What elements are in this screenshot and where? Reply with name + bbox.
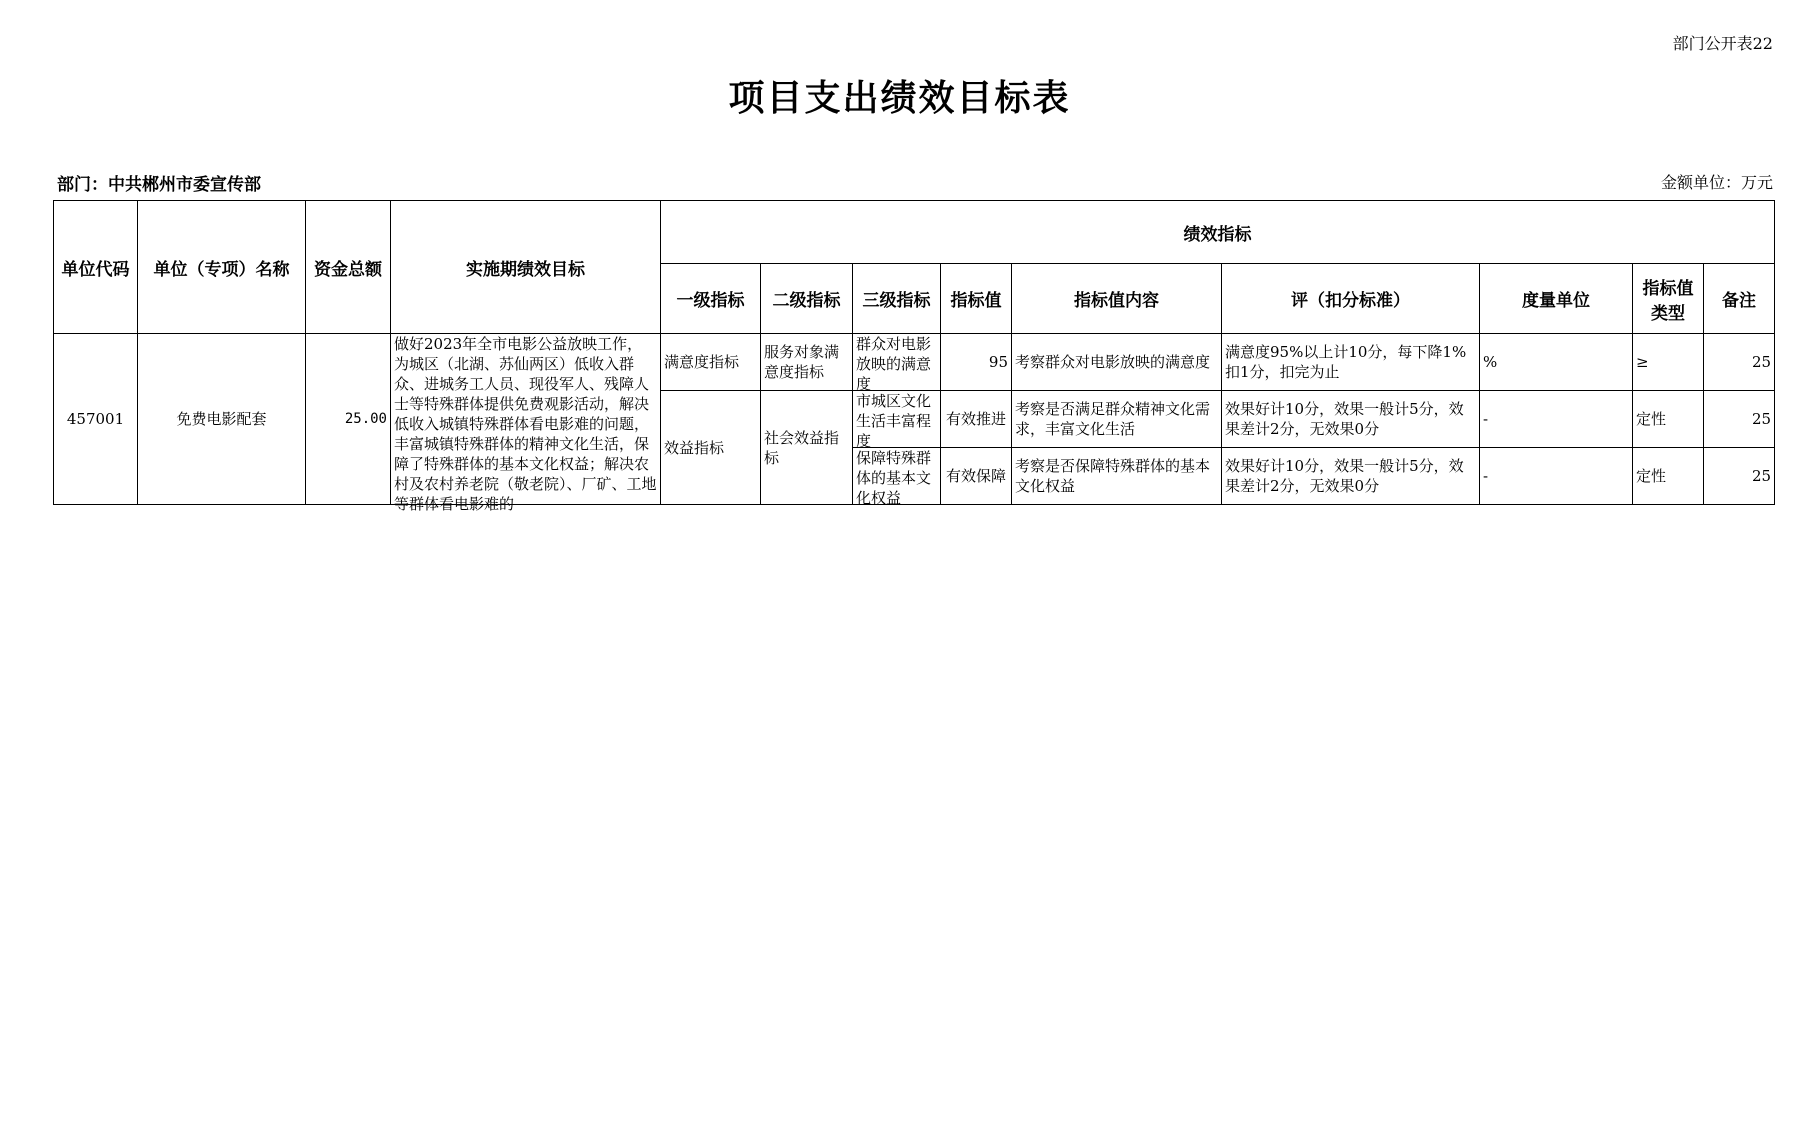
content-cell: 考察群众对电影放映的满意度: [1012, 334, 1222, 391]
form-number: 部门公开表22: [1672, 34, 1773, 53]
header-level1: 一级指标: [661, 264, 761, 334]
header-unit-name: 单位（专项）名称: [138, 201, 306, 334]
department-label: 部门：中共郴州市委宣传部: [57, 175, 261, 195]
content-cell: 考察是否保障特殊群体的基本文化权益: [1012, 448, 1222, 505]
performance-table: [53, 200, 1775, 513]
level3-cell: [853, 448, 941, 505]
header-measure-unit: 度量单位: [1480, 264, 1633, 334]
value-type-cell: ≥: [1633, 334, 1704, 391]
value-cell: 有效保障: [941, 448, 1012, 505]
content-cell: 考察是否满足群众精神文化需求，丰富文化生活: [1012, 391, 1222, 448]
value-cell: 有效推进: [941, 391, 1012, 448]
measure-unit-cell: -: [1480, 391, 1633, 448]
level2-cell: 社会效益指标: [761, 391, 853, 505]
header-level3: 三级指标: [853, 264, 941, 334]
level3-text: 群众对电影放映的满意度: [856, 335, 932, 393]
value-cell: 95: [941, 334, 1012, 391]
page-title: 项目支出绩效目标表: [728, 78, 1071, 119]
header-indicators: 绩效指标: [661, 201, 1775, 264]
header-criteria: 评（扣分标准）: [1222, 264, 1480, 334]
unit-name-cell: 免费电影配套: [138, 334, 306, 505]
measure-unit-cell: -: [1480, 448, 1633, 505]
goal-cell: [391, 334, 661, 513]
header-value-type: 指标值类型: [1633, 264, 1704, 334]
level3-text: 市城区文化生活丰富程度: [856, 392, 932, 450]
level3-cell: [853, 334, 941, 391]
level2-cell: [761, 334, 853, 391]
level2-text: 服务对象满意度指标: [764, 343, 840, 381]
level3-cell: [853, 391, 941, 448]
header-level2: 二级指标: [761, 264, 853, 334]
remark-cell: 25: [1704, 448, 1775, 505]
level1-cell: 效益指标: [661, 391, 761, 505]
value-type-cell: 定性: [1633, 391, 1704, 448]
header-value: 指标值: [941, 264, 1012, 334]
header-content: 指标值内容: [1012, 264, 1222, 334]
total-funds-cell: 25.00: [306, 334, 391, 505]
criteria-cell: 效果好计10分，效果一般计5分，效果差计2分，无效果0分: [1222, 391, 1480, 448]
level3-text: 保障特殊群体的基本文化权益: [856, 449, 932, 507]
value-type-cell: 定性: [1633, 448, 1704, 505]
header-remark: 备注: [1704, 264, 1775, 334]
unit-code-cell: 457001: [54, 334, 138, 505]
goal-text: 做好2023年全市电影公益放映工作，为城区（北湖、苏仙两区）低收入群众、进城务工人员、现役军人、残障人士等特殊群体提供免费观影活动，解决低收入城镇特殊群体看电影难的问题，丰富城镇特殊群体的精神文化生活，保障了特殊群体的基本文化权益；解决农村及农村养老院（敬老院）、厂矿、工地等群体看电影难的: [394, 335, 657, 513]
remark-cell: 25: [1704, 391, 1775, 448]
header-goal: 实施期绩效目标: [391, 201, 661, 334]
level1-cell: 满意度指标: [661, 334, 761, 391]
criteria-cell: 满意度95%以上计10分，每下降1%扣1分，扣完为止: [1222, 334, 1480, 391]
remark-cell: 25: [1704, 334, 1775, 391]
amount-unit-label: 金额单位：万元: [1660, 173, 1773, 192]
measure-unit-cell: %: [1480, 334, 1633, 391]
criteria-cell: 效果好计10分，效果一般计5分，效果差计2分，无效果0分: [1222, 448, 1480, 505]
header-unit-code: 单位代码: [54, 201, 138, 334]
table-row: [54, 334, 1775, 391]
header-total-funds: 资金总额: [306, 201, 391, 334]
